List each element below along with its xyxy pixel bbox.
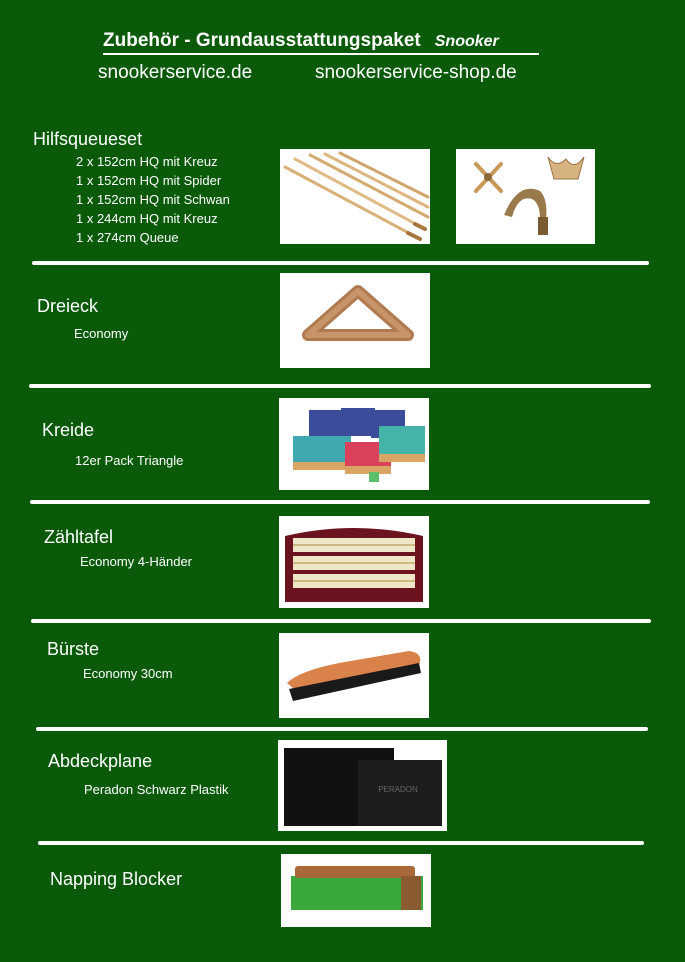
abdeckplane-subtitle: Peradon Schwarz Plastik xyxy=(84,782,229,797)
site-link-main[interactable]: snookerservice.de xyxy=(98,62,253,83)
list-item: 1 x 152cm HQ mit Schwan xyxy=(76,192,230,207)
section-title-dreieck: Dreieck xyxy=(37,296,99,316)
title-text: Zubehör - Grundausstattungspaket xyxy=(103,30,421,51)
divider xyxy=(29,384,651,388)
buerste-subtitle: Economy 30cm xyxy=(83,666,173,681)
divider xyxy=(38,841,644,845)
hilfsqueueset-list xyxy=(76,152,230,247)
cover-image xyxy=(278,740,447,831)
list-item: 1 x 274cm Queue xyxy=(76,230,179,245)
site-link-shop[interactable]: snookerservice-shop.de xyxy=(315,62,517,83)
section-title-buerste: Bürste xyxy=(47,639,100,659)
list-item: 1 x 244cm HQ mit Kreuz xyxy=(76,211,218,226)
triangle-image xyxy=(280,273,430,368)
section-title-kreide: Kreide xyxy=(42,420,95,440)
list-item: 1 x 152cm HQ mit Spider xyxy=(76,173,222,188)
section-title-napping-blocker: Napping Blocker xyxy=(50,869,183,889)
zaehltafel-subtitle: Economy 4-Händer xyxy=(80,554,192,569)
section-title-zaehltafel: Zähltafel xyxy=(44,527,114,547)
rests-image xyxy=(280,149,430,244)
list-item: 2 x 152cm HQ mit Kreuz xyxy=(76,154,218,169)
kreide-subtitle: 12er Pack Triangle xyxy=(75,453,184,468)
brush-image xyxy=(279,633,429,718)
napping-blocker-image xyxy=(281,854,431,927)
cover-brand-label: PERADON xyxy=(378,785,418,794)
divider xyxy=(30,500,650,504)
rest-heads-image xyxy=(456,149,595,244)
title-snooker: Snooker xyxy=(434,33,499,50)
divider xyxy=(31,619,651,623)
chalk-image xyxy=(279,398,429,490)
page-title xyxy=(103,30,539,55)
section-title-hilfsqueueset: Hilfsqueueset xyxy=(33,129,143,149)
divider xyxy=(36,727,648,731)
divider xyxy=(32,261,649,265)
section-title-abdeckplane: Abdeckplane xyxy=(48,751,153,771)
dreieck-subtitle: Economy xyxy=(74,326,129,341)
scoreboard-image xyxy=(279,516,429,608)
